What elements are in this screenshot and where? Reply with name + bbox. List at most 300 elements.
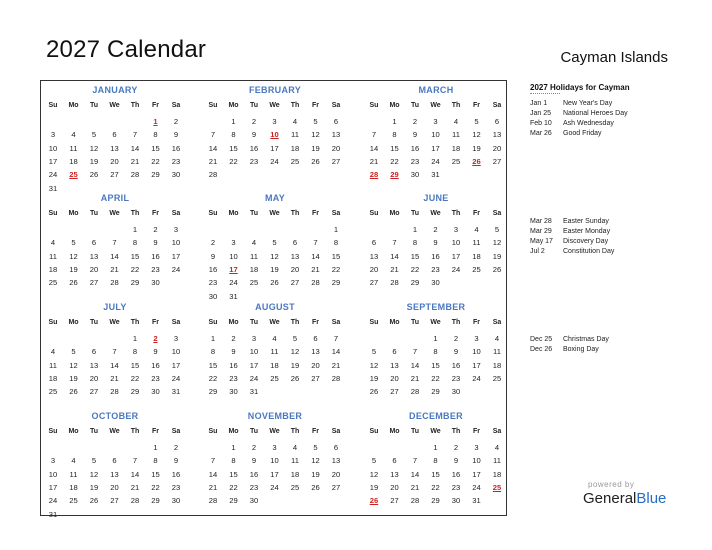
day-cell: 13 xyxy=(110,143,119,153)
day-cell: 23 xyxy=(451,373,461,383)
holiday-date: Mar 29 xyxy=(530,228,552,235)
holiday-name: National Heroes Day xyxy=(563,110,628,117)
day-cell: 24 xyxy=(451,264,461,274)
holiday-day-cell: 28 xyxy=(369,170,379,180)
day-cell: 2 xyxy=(251,117,257,126)
weekday-label: Sa xyxy=(171,428,181,435)
day-cell: 7 xyxy=(132,130,138,140)
day-cell: 25 xyxy=(270,373,279,383)
day-cell: 9 xyxy=(453,347,459,357)
day-cell: 20 xyxy=(331,143,341,153)
weekday-label: Mo xyxy=(68,428,79,435)
day-cell: 16 xyxy=(171,469,181,479)
holiday-date: Jan 25 xyxy=(530,110,552,117)
day-cell: 22 xyxy=(151,482,160,492)
day-cell: 18 xyxy=(492,469,502,479)
day-cell: 11 xyxy=(493,347,501,357)
day-cell: 3 xyxy=(433,117,438,126)
day-cell: 18 xyxy=(290,469,300,479)
day-cell: 26 xyxy=(270,278,279,288)
day-cell: 24 xyxy=(270,156,279,166)
day-cell: 7 xyxy=(210,130,216,140)
day-cell: 26 xyxy=(89,496,99,506)
weekday-label: Su xyxy=(369,319,379,326)
day-cell: 18 xyxy=(48,264,58,274)
day-cell: 29 xyxy=(431,496,440,506)
day-cell: 29 xyxy=(208,387,218,397)
day-cell: 1 xyxy=(333,225,339,234)
weekday-label: Tu xyxy=(410,428,420,435)
day-cell: 12 xyxy=(270,251,279,261)
day-cell: 31 xyxy=(229,291,238,301)
day-cell: 3 xyxy=(231,238,236,248)
day-cell: 23 xyxy=(410,156,420,166)
day-cell: 28 xyxy=(110,278,119,288)
day-cell: 1 xyxy=(412,225,418,234)
holiday-name: Good Friday xyxy=(563,130,602,137)
day-cell: 6 xyxy=(333,443,339,452)
weekday-label: Su xyxy=(369,102,379,109)
day-cell: 19 xyxy=(69,373,78,383)
page-title: 2027 Calendar xyxy=(46,36,207,63)
day-cell: 10 xyxy=(451,238,461,248)
day-cell: 11 xyxy=(49,251,57,261)
day-cell: 10 xyxy=(48,143,58,153)
day-cell: 21 xyxy=(369,156,379,166)
weekday-label: Su xyxy=(48,319,58,326)
day-cell: 2 xyxy=(251,443,257,452)
day-cell: 19 xyxy=(290,360,300,370)
day-cell: 27 xyxy=(369,278,379,288)
day-cell: 29 xyxy=(229,496,238,506)
day-cell: 5 xyxy=(292,334,298,343)
weekday-label: Mo xyxy=(228,210,239,217)
day-cell: 13 xyxy=(390,469,399,479)
weekday-label: We xyxy=(430,319,441,326)
day-cell: 4 xyxy=(494,443,500,452)
weekday-label: Fr xyxy=(312,210,319,217)
day-cell: 11 xyxy=(493,456,501,466)
month-name: JULY xyxy=(103,302,127,312)
day-cell: 22 xyxy=(229,156,238,166)
month-name: AUGUST xyxy=(255,302,295,312)
day-cell: 8 xyxy=(433,456,438,466)
day-cell: 6 xyxy=(91,347,97,357)
day-cell: 7 xyxy=(210,456,216,466)
weekday-label: Th xyxy=(451,319,461,326)
weekday-label: Th xyxy=(451,102,461,109)
day-cell: 10 xyxy=(48,469,58,479)
day-cell: 23 xyxy=(229,373,238,383)
weekday-label: Mo xyxy=(68,319,79,326)
day-cell: 15 xyxy=(130,360,140,370)
day-cell: 27 xyxy=(89,278,99,288)
day-cell: 9 xyxy=(153,238,158,248)
day-cell: 19 xyxy=(311,143,320,153)
day-cell: 28 xyxy=(331,373,341,383)
weekday-label: Su xyxy=(48,210,58,217)
day-cell: 31 xyxy=(171,387,181,397)
day-cell: 22 xyxy=(151,156,160,166)
weekday-label: Sa xyxy=(331,210,341,217)
day-cell: 3 xyxy=(50,456,56,466)
day-cell: 2 xyxy=(453,334,459,343)
weekday-label: Su xyxy=(48,102,58,109)
day-cell: 31 xyxy=(48,183,58,193)
day-cell: 21 xyxy=(410,482,420,492)
day-cell: 20 xyxy=(390,373,399,383)
day-cell: 11 xyxy=(69,143,78,153)
day-cell: 1 xyxy=(231,117,236,126)
day-cell: 31 xyxy=(472,496,481,506)
weekday-label: Fr xyxy=(312,102,319,109)
weekday-label: Su xyxy=(208,428,218,435)
weekday-label: Sa xyxy=(171,102,181,109)
day-cell: 28 xyxy=(390,278,399,288)
day-cell: 13 xyxy=(331,456,341,466)
day-cell: 24 xyxy=(472,482,481,492)
day-cell: 2 xyxy=(173,117,179,126)
day-cell: 25 xyxy=(48,387,58,397)
day-cell: 5 xyxy=(272,238,277,248)
weekday-label: Fr xyxy=(152,428,159,435)
day-cell: 20 xyxy=(390,482,399,492)
day-cell: 17 xyxy=(249,360,259,370)
day-cell: 25 xyxy=(451,156,461,166)
day-cell: 25 xyxy=(69,496,78,506)
day-cell: 19 xyxy=(89,156,99,166)
weekday-label: Th xyxy=(290,428,300,435)
day-cell: 22 xyxy=(130,373,140,383)
day-cell: 5 xyxy=(71,238,76,248)
day-cell: 14 xyxy=(369,143,379,153)
day-cell: 16 xyxy=(431,251,440,261)
day-cell: 1 xyxy=(153,443,158,452)
day-cell: 30 xyxy=(410,170,420,180)
day-cell: 9 xyxy=(453,456,459,466)
brand-logo[interactable] xyxy=(583,490,666,507)
day-cell: 4 xyxy=(71,130,76,140)
day-cell: 22 xyxy=(208,373,218,383)
day-cell: 17 xyxy=(48,156,58,166)
day-cell: 21 xyxy=(331,360,341,370)
day-cell: 6 xyxy=(392,456,397,466)
day-cell: 2 xyxy=(153,225,158,234)
day-cell: 20 xyxy=(492,143,502,153)
day-cell: 9 xyxy=(173,130,179,140)
day-cell: 8 xyxy=(333,238,339,248)
day-cell: 10 xyxy=(171,238,181,248)
day-cell: 9 xyxy=(433,238,438,248)
weekday-label: Th xyxy=(451,428,461,435)
weekday-label: Su xyxy=(208,319,218,326)
weekday-label: Su xyxy=(369,428,379,435)
day-cell: 5 xyxy=(371,347,377,357)
day-cell: 30 xyxy=(431,278,440,288)
day-cell: 21 xyxy=(130,156,140,166)
day-cell: 15 xyxy=(390,143,399,153)
day-cell: 4 xyxy=(453,117,459,126)
day-cell: 9 xyxy=(153,347,158,357)
day-cell: 31 xyxy=(249,387,259,397)
day-cell: 10 xyxy=(472,456,481,466)
day-cell: 24 xyxy=(249,373,259,383)
month-name: SEPTEMBER xyxy=(406,302,466,312)
day-cell: 26 xyxy=(311,482,320,492)
day-cell: 27 xyxy=(110,170,119,180)
day-cell: 7 xyxy=(132,456,138,466)
day-cell: 29 xyxy=(130,278,140,288)
day-cell: 11 xyxy=(472,238,481,248)
day-cell: 16 xyxy=(451,360,461,370)
weekday-label: Tu xyxy=(249,428,259,435)
day-cell: 23 xyxy=(171,482,181,492)
day-cell: 15 xyxy=(151,143,160,153)
weekday-label: Mo xyxy=(389,210,400,217)
day-cell: 30 xyxy=(171,496,181,506)
day-cell: 1 xyxy=(392,117,397,126)
holiday-day-cell: 25 xyxy=(492,482,502,492)
day-cell: 17 xyxy=(270,469,279,479)
holiday-day-cell: 25 xyxy=(69,170,78,180)
holiday-date: Mar 28 xyxy=(530,218,552,225)
day-cell: 20 xyxy=(89,264,99,274)
holiday-name: Easter Sunday xyxy=(563,218,609,225)
day-cell: 26 xyxy=(290,373,300,383)
day-cell: 14 xyxy=(390,251,399,261)
day-cell: 14 xyxy=(311,251,320,261)
day-cell: 25 xyxy=(492,373,502,383)
weekday-label: Fr xyxy=(152,210,159,217)
day-cell: 27 xyxy=(89,387,99,397)
day-cell: 27 xyxy=(492,156,502,166)
day-cell: 23 xyxy=(249,482,259,492)
month-name: DECEMBER xyxy=(409,411,463,421)
holiday-name: Ash Wednesday xyxy=(563,120,614,127)
weekday-label: Mo xyxy=(228,319,239,326)
brand-general: General xyxy=(583,490,637,507)
day-cell: 17 xyxy=(48,482,58,492)
holiday-name: Christmas Day xyxy=(563,336,609,343)
day-cell: 6 xyxy=(392,347,397,357)
day-cell: 7 xyxy=(112,347,117,357)
weekday-label: Mo xyxy=(389,428,400,435)
weekday-label: Fr xyxy=(152,319,159,326)
weekday-label: Mo xyxy=(389,319,400,326)
day-cell: 14 xyxy=(130,143,140,153)
day-cell: 3 xyxy=(272,117,277,126)
weekday-label: Th xyxy=(130,102,140,109)
day-cell: 12 xyxy=(311,130,320,140)
day-cell: 16 xyxy=(208,264,218,274)
day-cell: 21 xyxy=(110,264,119,274)
weekday-label: Mo xyxy=(68,102,79,109)
day-cell: 18 xyxy=(472,251,481,261)
weekday-label: Mo xyxy=(68,210,79,217)
holiday-date: Jul 2 xyxy=(530,248,545,255)
weekday-label: Tu xyxy=(249,210,259,217)
country-name: Cayman Islands xyxy=(560,49,668,66)
weekday-label: Th xyxy=(290,102,300,109)
day-cell: 19 xyxy=(311,469,320,479)
day-cell: 17 xyxy=(171,251,181,261)
day-cell: 15 xyxy=(410,251,420,261)
holiday-date: Dec 25 xyxy=(530,336,553,343)
day-cell: 17 xyxy=(472,360,481,370)
day-cell: 23 xyxy=(431,264,440,274)
day-cell: 5 xyxy=(494,225,500,234)
day-cell: 28 xyxy=(110,387,119,397)
day-cell: 3 xyxy=(251,334,257,343)
day-cell: 9 xyxy=(251,456,257,466)
day-cell: 9 xyxy=(231,347,236,357)
day-cell: 30 xyxy=(151,387,160,397)
day-cell: 27 xyxy=(331,156,341,166)
day-cell: 18 xyxy=(48,373,58,383)
day-cell: 15 xyxy=(431,469,440,479)
day-cell: 17 xyxy=(451,251,461,261)
day-cell: 10 xyxy=(249,347,259,357)
day-cell: 21 xyxy=(208,482,218,492)
day-cell: 27 xyxy=(110,496,119,506)
day-cell: 8 xyxy=(412,238,418,248)
day-cell: 12 xyxy=(311,456,320,466)
day-cell: 7 xyxy=(412,347,418,357)
day-cell: 19 xyxy=(369,373,379,383)
day-cell: 3 xyxy=(50,130,56,140)
day-cell: 14 xyxy=(331,347,341,357)
day-cell: 30 xyxy=(151,278,160,288)
day-cell: 1 xyxy=(231,443,236,452)
day-cell: 10 xyxy=(229,251,238,261)
day-cell: 29 xyxy=(331,278,341,288)
day-cell: 8 xyxy=(132,347,138,357)
day-cell: 3 xyxy=(474,334,479,343)
month-name: JUNE xyxy=(423,193,449,203)
day-cell: 5 xyxy=(313,117,318,126)
day-cell: 4 xyxy=(71,456,76,466)
day-cell: 23 xyxy=(171,156,181,166)
day-cell: 18 xyxy=(290,143,300,153)
day-cell: 15 xyxy=(331,251,341,261)
day-cell: 8 xyxy=(153,130,158,140)
day-cell: 15 xyxy=(130,251,140,261)
holiday-name: Easter Monday xyxy=(563,228,611,235)
day-cell: 1 xyxy=(132,225,138,234)
day-cell: 15 xyxy=(208,360,218,370)
weekday-label: We xyxy=(269,210,280,217)
day-cell: 18 xyxy=(249,264,259,274)
powered-by-text: powered by xyxy=(588,480,635,489)
day-cell: 12 xyxy=(369,469,379,479)
weekday-label: Fr xyxy=(312,319,319,326)
day-cell: 28 xyxy=(311,278,320,288)
day-cell: 13 xyxy=(331,130,341,140)
day-cell: 4 xyxy=(474,225,479,234)
day-cell: 3 xyxy=(272,443,277,452)
weekday-label: Sa xyxy=(331,428,341,435)
day-cell: 16 xyxy=(451,469,461,479)
weekday-label: Fr xyxy=(473,319,480,326)
day-cell: 10 xyxy=(431,130,440,140)
weekday-label: Tu xyxy=(89,102,99,109)
day-cell: 2 xyxy=(231,334,236,343)
day-cell: 4 xyxy=(50,347,56,357)
day-cell: 28 xyxy=(410,387,420,397)
day-cell: 19 xyxy=(472,143,481,153)
month-name: JANUARY xyxy=(92,85,138,95)
weekday-label: Th xyxy=(290,319,300,326)
weekday-label: Tu xyxy=(410,210,420,217)
day-cell: 31 xyxy=(431,170,440,180)
holiday-name: Constitution Day xyxy=(563,248,615,255)
day-cell: 20 xyxy=(110,156,119,166)
day-cell: 9 xyxy=(210,251,216,261)
holidays-title: 2027 Holidays for Cayman xyxy=(530,83,630,92)
weekday-label: We xyxy=(430,210,441,217)
day-cell: 22 xyxy=(410,264,420,274)
day-cell: 10 xyxy=(472,347,481,357)
day-cell: 23 xyxy=(249,156,259,166)
day-cell: 11 xyxy=(49,360,57,370)
day-cell: 2 xyxy=(173,443,179,452)
day-cell: 30 xyxy=(249,496,259,506)
day-cell: 9 xyxy=(251,130,257,140)
day-cell: 4 xyxy=(272,334,277,343)
day-cell: 16 xyxy=(151,251,160,261)
day-cell: 9 xyxy=(173,456,179,466)
weekday-label: Tu xyxy=(249,319,259,326)
day-cell: 13 xyxy=(390,360,399,370)
day-cell: 13 xyxy=(311,347,320,357)
weekday-label: Th xyxy=(130,428,140,435)
weekday-label: Sa xyxy=(331,102,341,109)
holidays-title-divider xyxy=(530,93,560,94)
day-cell: 3 xyxy=(173,334,179,343)
day-cell: 26 xyxy=(89,170,99,180)
holiday-day-cell: 1 xyxy=(153,117,158,126)
weekday-label: Sa xyxy=(492,428,502,435)
holiday-day-cell: 10 xyxy=(270,130,279,140)
month-name: NOVEMBER xyxy=(247,411,303,421)
day-cell: 30 xyxy=(451,387,461,397)
day-cell: 21 xyxy=(208,156,218,166)
day-cell: 27 xyxy=(390,496,399,506)
day-cell: 14 xyxy=(410,469,420,479)
month-name: OCTOBER xyxy=(91,411,139,421)
day-cell: 28 xyxy=(130,170,140,180)
day-cell: 3 xyxy=(173,225,179,234)
holiday-date: Mar 26 xyxy=(530,130,552,137)
day-cell: 19 xyxy=(69,264,78,274)
holiday-day-cell: 26 xyxy=(369,496,379,506)
weekday-label: We xyxy=(430,102,441,109)
day-cell: 11 xyxy=(69,469,78,479)
day-cell: 2 xyxy=(412,117,418,126)
weekday-label: Tu xyxy=(89,319,99,326)
day-cell: 17 xyxy=(171,360,181,370)
day-cell: 20 xyxy=(369,264,379,274)
weekday-label: Tu xyxy=(410,102,420,109)
day-cell: 3 xyxy=(474,443,479,452)
holiday-day-cell: 2 xyxy=(153,334,158,343)
day-cell: 30 xyxy=(208,291,218,301)
day-cell: 17 xyxy=(431,143,440,153)
day-cell: 20 xyxy=(89,373,99,383)
day-cell: 20 xyxy=(290,264,300,274)
day-cell: 16 xyxy=(171,143,181,153)
month-name: FEBRUARY xyxy=(248,85,302,95)
